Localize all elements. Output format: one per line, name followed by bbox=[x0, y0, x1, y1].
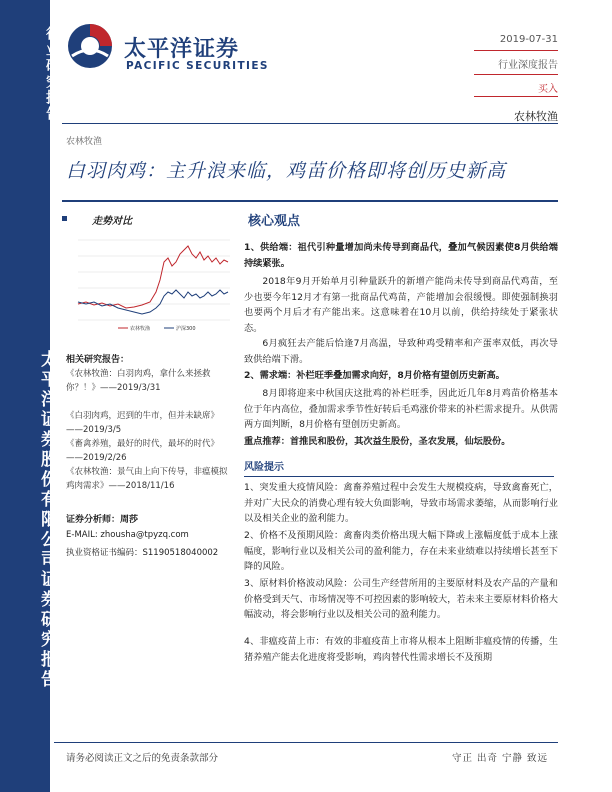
legend-label-sector: 农林牧渔 bbox=[130, 326, 151, 332]
header-divider bbox=[474, 50, 558, 51]
header-rule bbox=[62, 123, 558, 124]
supply-paragraph-2: 6月疯狂去产能后恰逢7月高温，导致种鸡受精率和产蛋率双低，再次导致供给端下滑。 bbox=[244, 338, 558, 365]
series-line-sector bbox=[78, 246, 228, 308]
core-heading: 核心观点 bbox=[248, 214, 301, 229]
breadcrumb: 农林牧渔 bbox=[66, 137, 103, 147]
footer-motto: 守正 出奇 宁静 致远 bbox=[452, 753, 549, 764]
risk-item: 2、价格不及预期风险：禽畜肉类价格出现大幅下降或上涨幅度低于成本上涨幅度，影响行业以及相关公司的盈利能力，存在未来业绩难以持续增长甚至下降的风险。 bbox=[244, 530, 558, 572]
series-line-csi300 bbox=[78, 290, 228, 314]
demand-heading: 2、需求端：补栏旺季叠加需求向好，8月价格有望创历史新高。 bbox=[244, 370, 505, 381]
report-type: 行业深度报告 bbox=[498, 60, 558, 71]
sidebar-company-label: 太平洋证券股份有限公司证券研究报告 bbox=[37, 350, 57, 690]
logo-text-en: PACIFIC SECURITIES bbox=[126, 60, 269, 72]
bullet-icon bbox=[62, 216, 67, 221]
demand-paragraph: 8月即将迎来中秋国庆这批鸡的补栏旺季，因此近几年8月鸡苗价格基本位于年内高位，叠加需求季节性好转后毛鸡涨价带来的补栏需求提升。从供需两方面判断，8月价格有望创历史新高。 bbox=[244, 388, 558, 430]
risk-heading: 风险提示 bbox=[244, 462, 284, 473]
analyst-license: 执业资格证书编码：S1190518040002 bbox=[66, 548, 219, 558]
rating-badge: 买入 bbox=[538, 84, 558, 95]
related-report-item: 《农林牧渔：景气由上向下传导，非瘟模拟鸡肉需求》——2018/11/16 bbox=[66, 467, 228, 491]
analyst-email: E-MAIL: zhousha@tpyzq.com bbox=[66, 530, 189, 540]
analyst-line bbox=[66, 512, 138, 525]
recommendation: 重点推荐：首推民和股份，其次益生股份，圣农发展，仙坛股份。 bbox=[244, 436, 511, 447]
logo-text-cn: 太平洋证券 bbox=[124, 37, 240, 62]
related-report-item: 《白羽肉鸡，迟到的牛市，但并未缺席》——2019/3/5 bbox=[66, 411, 220, 435]
related-reports-heading: 相关研究报告： bbox=[66, 355, 130, 365]
logo-mark-icon bbox=[66, 22, 114, 70]
sidebar-top-label: 行业研究报告 bbox=[44, 26, 60, 122]
risk-item: 4、非瘟疫苗上市：有效的非瘟疫苗上市将从根本上阻断非瘟疫情的传播，生猪养殖产能去化进度将受影响，鸡肉替代性需求增长不及预期 bbox=[244, 636, 558, 663]
page-title: 白羽肉鸡：主升浪来临，鸡苗价格即将创历史新高 bbox=[66, 160, 507, 182]
supply-heading: 1、供给端：祖代引种量增加尚未传导到商品代，叠加气候因素使8月供给端持续紧张。 bbox=[244, 242, 558, 269]
supply-paragraph: 2018年9月开始单月引种量跃升的新增产能尚未传导到商品代鸡苗，至少也要今年12月才有第一批商品代鸡苗，产能增加会很缓慢。即使强制换羽也要两个月后才有产能出来。这意味着在10月以前，供给持续处于紧张状态。 bbox=[244, 276, 558, 334]
analyst-label: 证券分析师： bbox=[66, 515, 121, 525]
footer-rule bbox=[54, 742, 558, 743]
related-report-item: 《农林牧渔：白羽肉鸡，拿什么来拯救你？！》——2019/3/31 bbox=[66, 369, 211, 393]
company-logo bbox=[66, 18, 276, 80]
trend-chart-title: 走势对比 bbox=[92, 216, 132, 227]
title-rule bbox=[62, 200, 558, 202]
report-date: 2019-07-31 bbox=[499, 34, 558, 45]
header-divider bbox=[474, 74, 558, 75]
trend-chart bbox=[64, 232, 234, 332]
footer-disclaimer: 请务必阅读正文之后的免责条款部分 bbox=[66, 753, 219, 764]
legend-label-csi300: 沪深300 bbox=[176, 326, 196, 332]
sector-label: 农林牧渔 bbox=[514, 110, 558, 123]
risk-item: 1、突发重大疫情风险：禽畜养殖过程中会发生大规模疫病，导致禽畜死亡，并对广大民众的消费心理有较大负面影响，导致市场需求萎缩，从而影响行业以及相关企业的盈利能力。 bbox=[244, 482, 558, 524]
header-divider bbox=[474, 96, 558, 97]
risk-item: 3、原材料价格波动风险：公司生产经营所用的主要原材料及农产品的产量和价格受到天气、市场情况等不可控因素的影响较大，若未来主要原材料价格大幅波动，将会影响行业以及相关公司的盈利能力。 bbox=[244, 578, 558, 620]
related-report-item: 《畜禽养殖，最好的时代，最坏的时代》——2019/2/26 bbox=[66, 439, 220, 463]
analyst-name: 周莎 bbox=[120, 515, 139, 525]
risk-rule bbox=[244, 476, 554, 477]
